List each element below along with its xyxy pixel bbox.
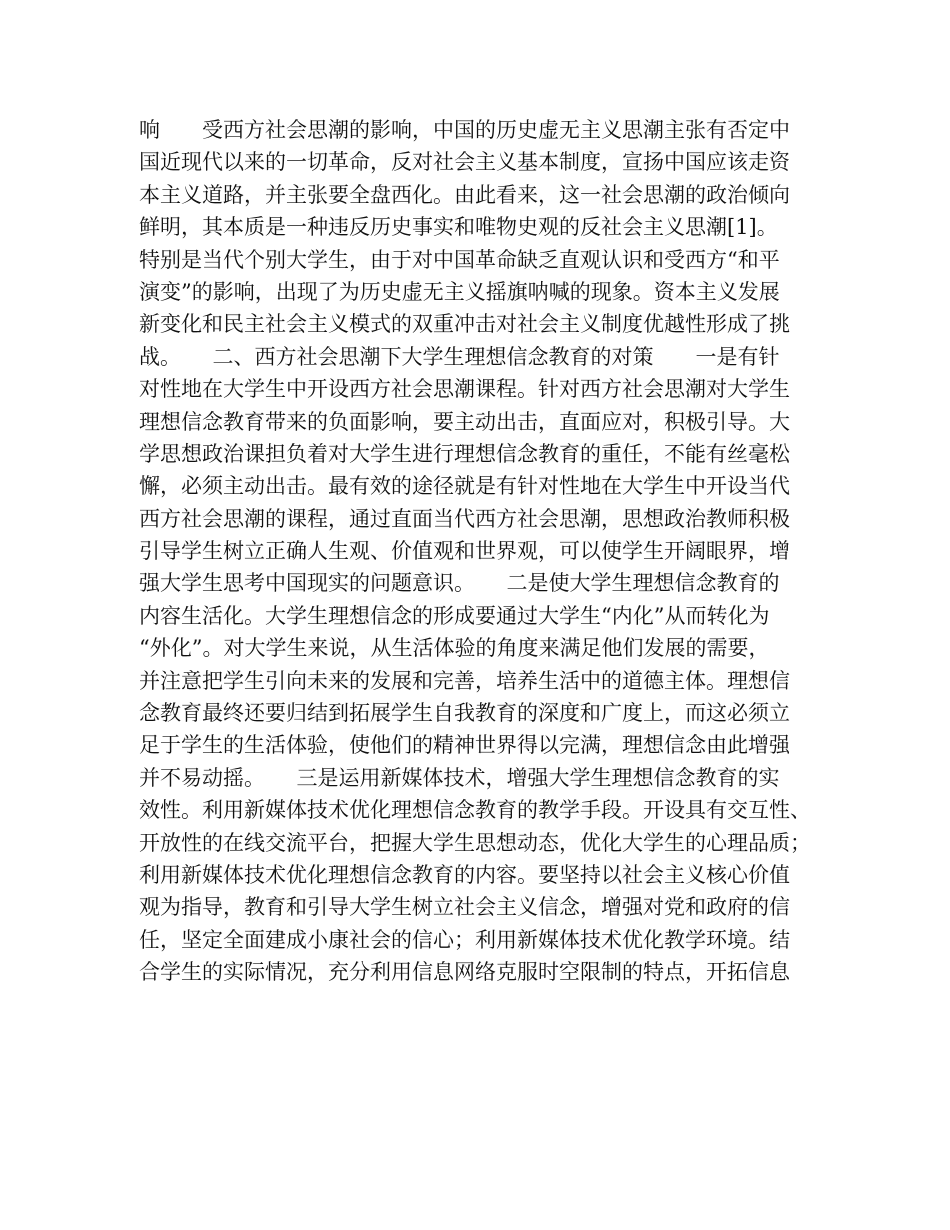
text-line: 任，坚定全面建成小康社会的信心；利用新媒体技术优化教学环境。结 xyxy=(139,927,790,952)
text-line: 响 受西方社会思潮的影响，中国的历史虚无主义思潮主张有否定中 xyxy=(139,118,790,142)
text-line: 强大学生思考中国现实的问题意识。 二是使大学生理想信念教育的 xyxy=(139,571,780,596)
text-line: 国近现代以来的一切革命，反对社会主义基本制度，宣扬中国应该走资 xyxy=(139,150,790,175)
text-line: 并注意把学生引向未来的发展和完善，培养生活中的道德主体。理想信 xyxy=(139,668,790,693)
text-line: 懈，必须主动出击。最有效的途径就是有针对性地在大学生中开设当代 xyxy=(139,474,790,499)
text-line: 内容生活化。大学生理想信念的形成要通过大学生“内化”从而转化为 xyxy=(139,603,770,628)
text-line: 新变化和民主社会主义模式的双重冲击对社会主义制度优越性形成了挑 xyxy=(139,312,790,337)
text-line: 足于学生的生活体验，使他们的精神世界得以完满，理想信念由此增强 xyxy=(139,733,790,758)
text-line: 战。 二、西方社会思潮下大学生理想信念教育的对策 一是有针 xyxy=(139,344,780,369)
text-line: 对性地在大学生中开设西方社会思潮课程。针对西方社会思潮对大学生 xyxy=(139,377,790,402)
text-line: 西方社会思潮的课程，通过直面当代西方社会思潮，思想政治教师积极 xyxy=(139,506,790,531)
text-line: 本主义道路，并主张要全盘西化。由此看来，这一社会思潮的政治倾向 xyxy=(139,182,790,207)
text-line: 观为指导，教育和引导大学生树立社会主义信念，增强对党和政府的信 xyxy=(139,895,790,920)
text-line: 理想信念教育带来的负面影响，要主动出击，直面应对，积极引导。大 xyxy=(139,409,790,434)
text-line: 并不易动摇。 三是运用新媒体技术，增强大学生理想信念教育的实 xyxy=(139,765,780,790)
text-line: 学思想政治课担负着对大学生进行理想信念教育的重任，不能有丝毫松 xyxy=(139,441,790,466)
text-line: 引导学生树立正确人生观、价值观和世界观，可以使学生开阔眼界，增 xyxy=(139,539,790,564)
text-line: 念教育最终还要归结到拓展学生自我教育的深度和广度上，而这必须立 xyxy=(139,701,790,726)
body-text xyxy=(139,114,829,989)
text-line: 效性。利用新媒体技术优化理想信念教育的教学手段。开设具有交互性、 xyxy=(139,798,811,823)
text-line: 开放性的在线交流平台，把握大学生思想动态，优化大学生的心理品质； xyxy=(139,830,811,855)
text-line: 鲜明，其本质是一种违反历史事实和唯物史观的反社会主义思潮[1]。 xyxy=(139,215,778,240)
text-line: 合学生的实际情况，充分利用信息网络克服时空限制的特点，开拓信息 xyxy=(139,960,790,985)
text-line: 利用新媒体技术优化理想信念教育的内容。要坚持以社会主义核心价值 xyxy=(139,862,790,887)
text-line: 特别是当代个别大学生，由于对中国革命缺乏直观认识和受西方“和平 xyxy=(139,247,780,272)
text-line: 演变”的影响，出现了为历史虚无主义摇旗呐喊的现象。资本主义发展 xyxy=(139,279,780,304)
text-line: “外化”。对大学生来说，从生活体验的角度来满足他们发展的需要， xyxy=(139,636,770,661)
